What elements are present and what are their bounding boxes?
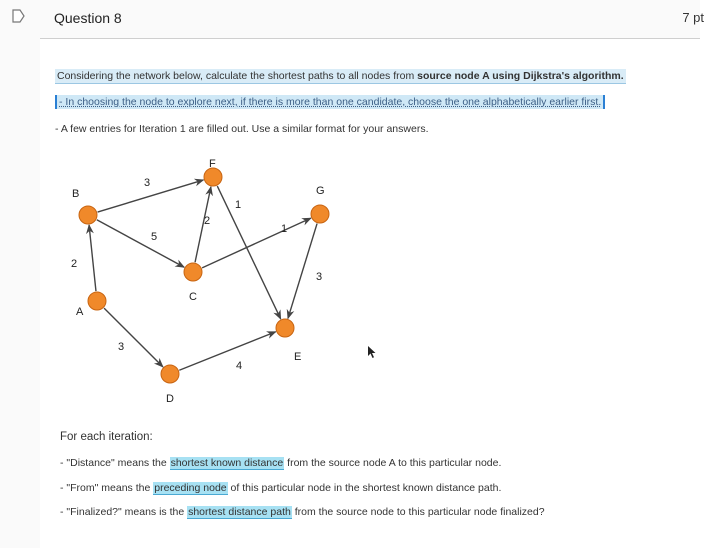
- instruction-line-1-text: Considering the network below, calculate the shortest paths to all nodes from: [57, 70, 418, 82]
- question-title: Question 8: [54, 10, 122, 26]
- question-header: [40, 0, 704, 39]
- node-label-F: F: [209, 158, 216, 170]
- edge-weight-C-F: 2: [204, 215, 211, 227]
- instruction-line-3: - A few entries for Iteration 1 are filled out. Use a similar format for your answers.: [55, 123, 429, 135]
- node-label-A: A: [76, 306, 84, 318]
- note-finalized-post: from the source node to this particular node finalized?: [291, 506, 545, 518]
- note-from-post: of this particular node in the shortest known distance path.: [227, 482, 502, 494]
- note-finalized: [60, 506, 545, 518]
- edge-weight-G-E: 3: [316, 271, 323, 283]
- node-G: [311, 205, 329, 223]
- node-E: [276, 319, 294, 337]
- node-label-B: B: [72, 188, 80, 200]
- edge-weight-A-B: 2: [71, 258, 78, 270]
- node-label-G: G: [316, 185, 325, 197]
- edge-C-G: [202, 218, 311, 268]
- notes-heading: For each iteration:: [60, 431, 153, 443]
- edge-weight-F-E: 1: [235, 199, 242, 211]
- bookmark-flag-icon[interactable]: [11, 9, 25, 23]
- mouse-cursor-icon: [367, 345, 377, 359]
- edge-G-E: [288, 224, 317, 319]
- edge-A-D: [104, 308, 163, 367]
- edge-A-B: [89, 225, 96, 291]
- note-from-pre: - "From" means the: [60, 482, 154, 494]
- node-A: [88, 292, 106, 310]
- node-C: [184, 263, 202, 281]
- left-gutter: [0, 0, 41, 548]
- note-finalized-pre: - "Finalized?" means is the: [60, 506, 188, 518]
- instruction-line-1-bold: source node A using Dijkstra's algorithm.: [417, 70, 624, 82]
- edge-D-E: [179, 332, 275, 371]
- note-from-highlight: preceding node: [154, 482, 227, 494]
- note-from: [60, 482, 501, 494]
- question-body: [40, 39, 700, 548]
- instruction-line-2: - In choosing the node to explore next, if there is more than one candidate, choose the one alphabetically earlier first.: [55, 95, 605, 109]
- question-points: 7 pt: [682, 10, 704, 25]
- node-B: [79, 206, 97, 224]
- node-label-D: D: [166, 393, 174, 405]
- node-F: [204, 168, 222, 186]
- node-label-C: C: [189, 291, 197, 303]
- edge-weight-A-D: 3: [118, 341, 125, 353]
- note-distance: [60, 457, 501, 469]
- edge-weight-B-C: 5: [151, 231, 158, 243]
- note-distance-post: from the source node A to this particular node.: [284, 457, 502, 469]
- edge-weight-D-E: 4: [236, 360, 243, 372]
- network-graph: [40, 39, 700, 548]
- node-label-E: E: [294, 351, 302, 363]
- edge-F-E: [217, 186, 280, 319]
- edge-weight-C-G: 1: [281, 223, 288, 235]
- node-D: [161, 365, 179, 383]
- edge-B-C: [97, 220, 184, 267]
- note-finalized-highlight: shortest distance path: [188, 506, 291, 518]
- graph-nodes: [72, 158, 329, 405]
- edge-weight-B-F: 3: [144, 177, 151, 189]
- note-distance-pre: - "Distance" means the: [60, 457, 170, 469]
- note-distance-highlight: shortest known distance: [170, 457, 284, 469]
- edge-B-F: [98, 180, 204, 212]
